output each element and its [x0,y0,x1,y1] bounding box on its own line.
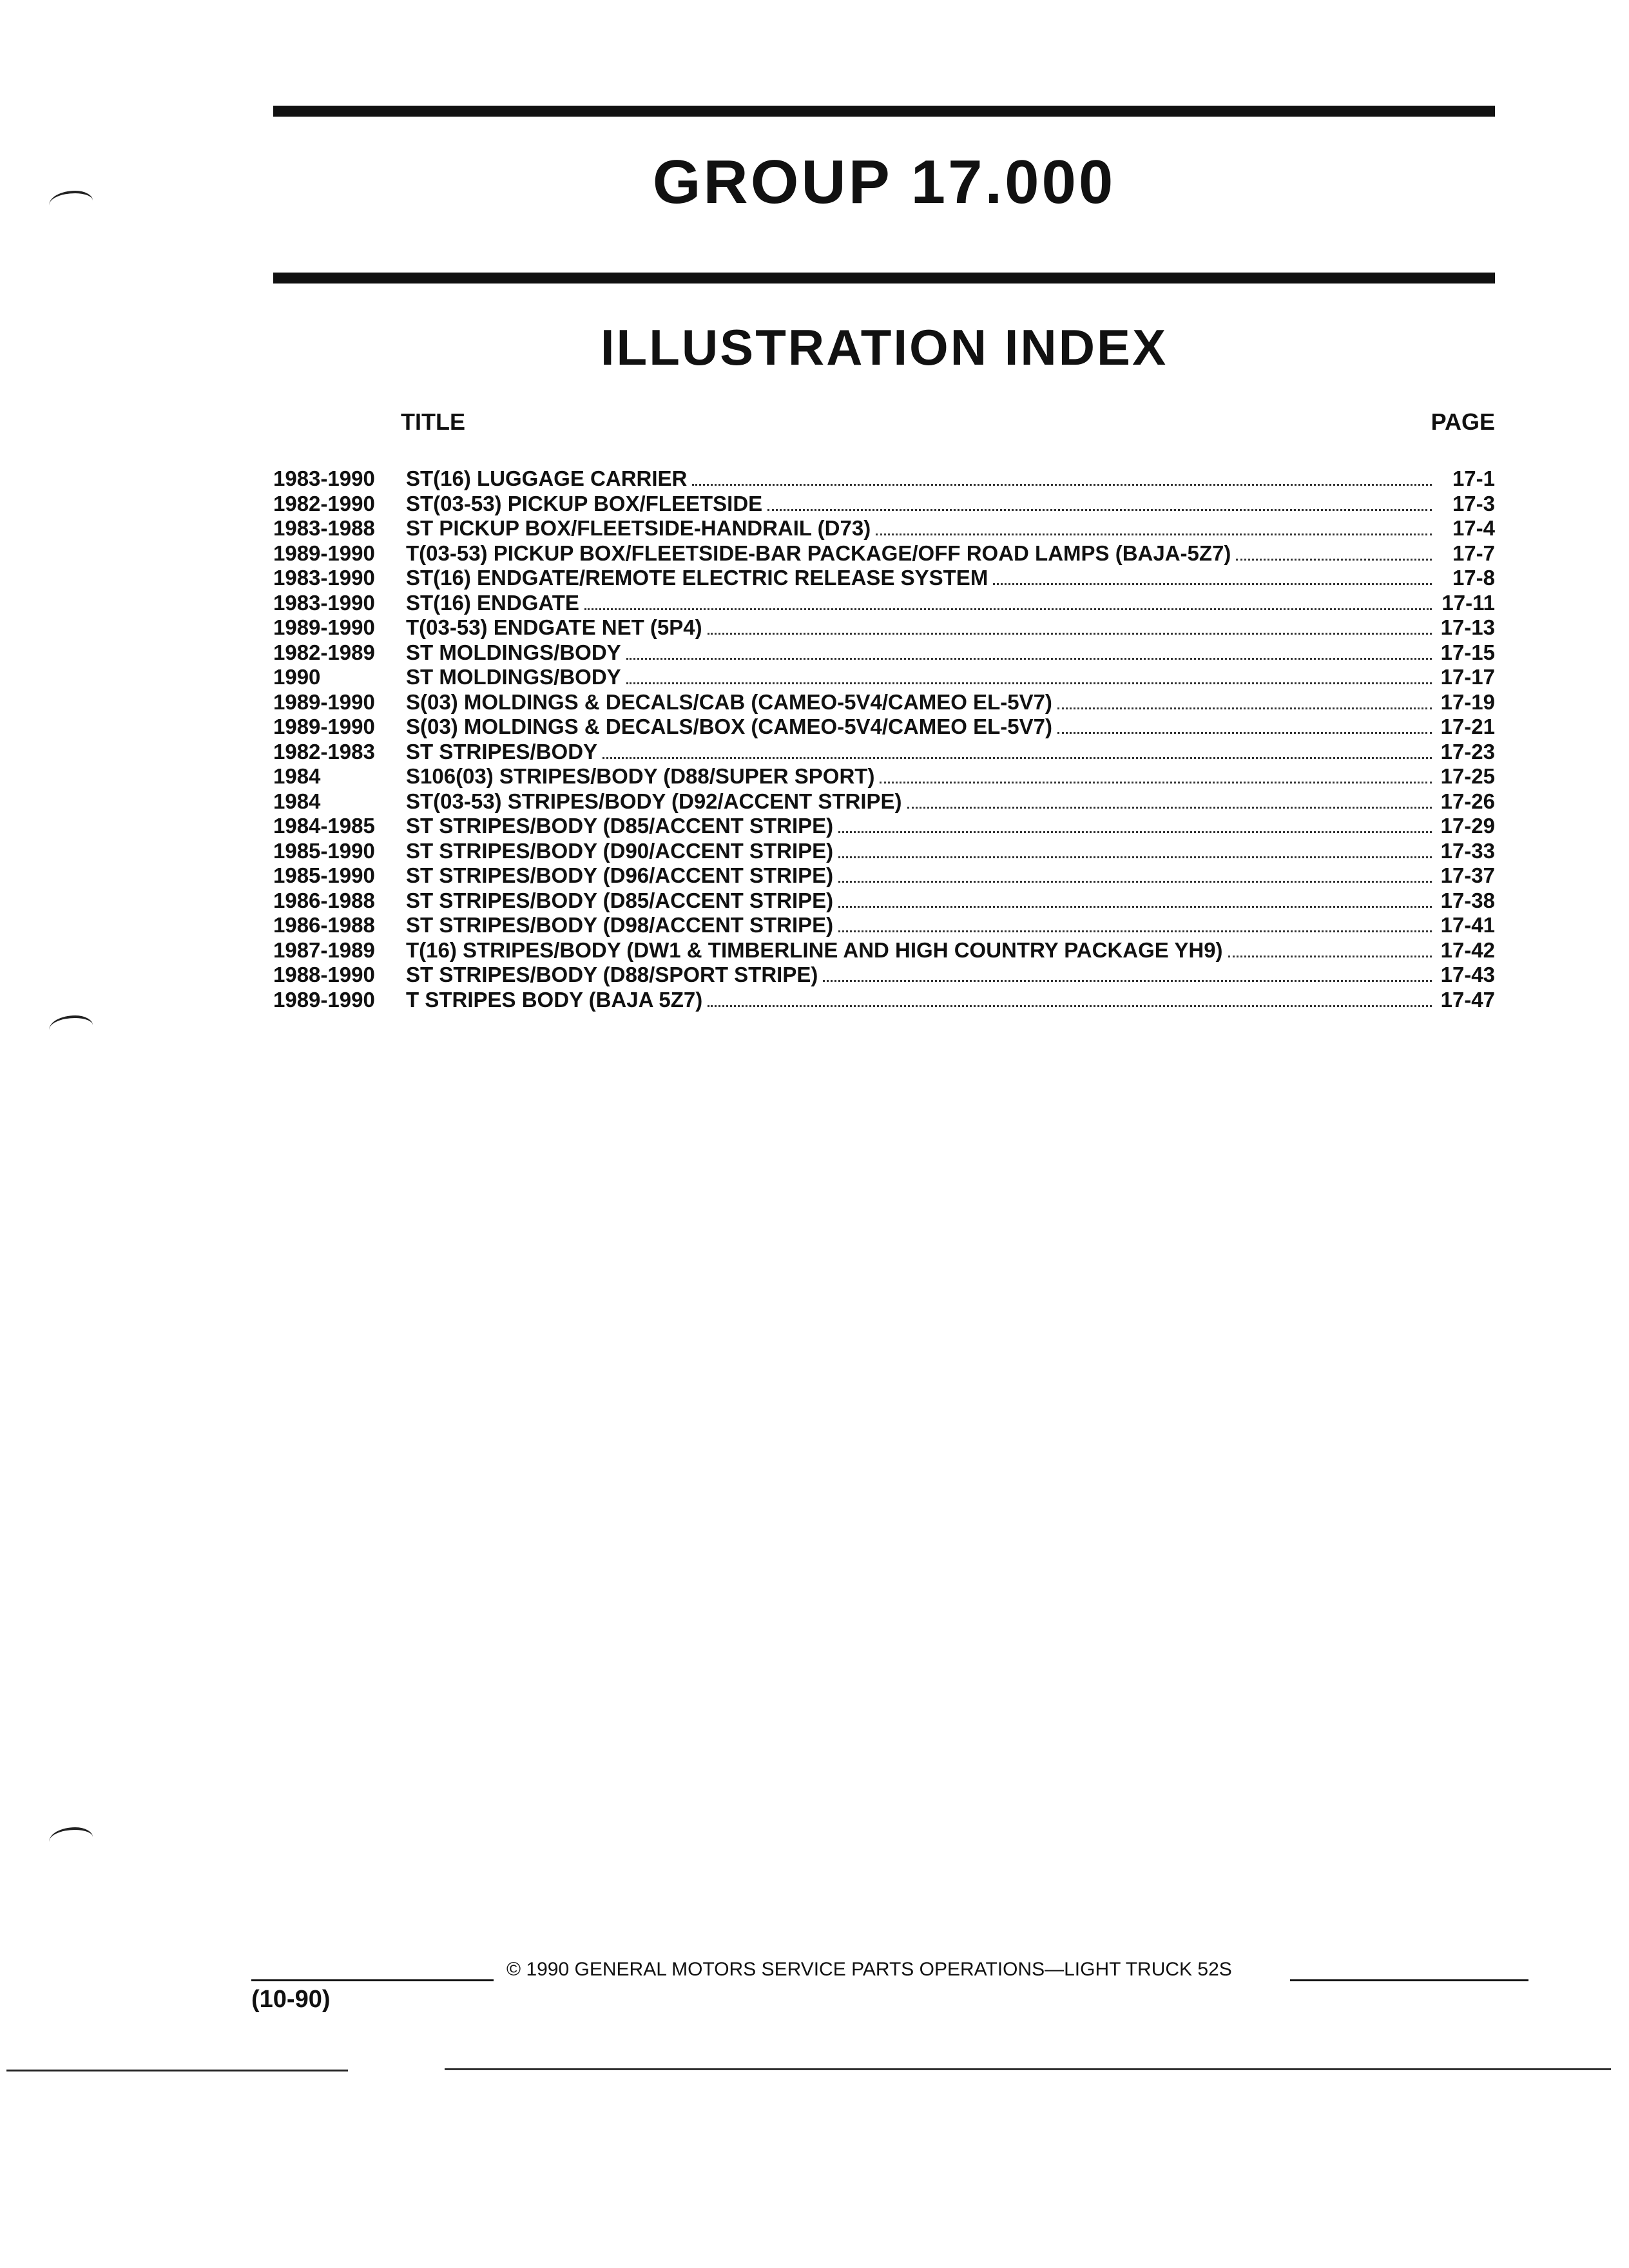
footer-rule-left [251,1979,494,1981]
entry-page: 17-15 [1440,640,1495,664]
dot-leader [1236,559,1432,561]
entry-title: ST STRIPES/BODY (D98/ACCENT STRIPE) [406,913,834,937]
dot-leader [767,509,1432,511]
entry-years: 1982-1983 [273,739,375,764]
entry-page: 17-33 [1440,838,1495,863]
dot-leader [692,484,1432,486]
dot-leader [1057,707,1432,709]
entry-title: ST STRIPES/BODY (D96/ACCENT STRIPE) [406,863,834,887]
entry-years: 1988-1990 [273,963,375,986]
page-code: (10-90) [251,1986,331,2013]
entry-title: ST(16) ENDGATE/REMOTE ELECTRIC RELEASE SYSTEM [406,566,988,590]
dot-leader [907,807,1432,809]
entry-years: 1986-1988 [273,888,375,912]
dot-leader [823,980,1432,982]
entry-page: 17-47 [1440,987,1495,1012]
dot-leader [708,1005,1432,1007]
entry-page: 17-3 [1452,491,1495,515]
entry-title: S106(03) STRIPES/BODY (D88/SUPER SPORT) [406,764,875,788]
index-entry [273,740,1495,765]
entry-page: 17-11 [1441,590,1495,615]
entry-years: 1983-1988 [273,516,375,540]
dot-leader [838,856,1432,858]
index-entry [273,715,1495,740]
entry-page: 17-37 [1440,863,1495,887]
dot-leader [708,633,1432,635]
top-rule [273,106,1495,117]
index-entry [273,988,1495,1013]
entry-title: ST(03-53) STRIPES/BODY (D92/ACCENT STRIPE) [406,789,902,813]
entry-years: 1984-1985 [273,814,375,838]
entry-years: 1984 [273,789,321,813]
entry-page: 17-21 [1440,715,1495,738]
entry-page: 17-41 [1440,913,1495,937]
column-header-title: TITLE [401,408,465,435]
index-entry [273,492,1495,517]
entry-title: ST STRIPES/BODY (D88/SPORT STRIPE) [406,963,818,986]
entry-title: ST STRIPES/BODY (D85/ACCENT STRIPE) [406,814,834,838]
index-entry [273,466,1495,492]
entry-years: 1989-1990 [273,987,375,1012]
dot-leader [626,682,1432,684]
footer-rule-right [1290,1979,1528,1981]
entry-page: 17-17 [1440,665,1495,689]
index-entry [273,889,1495,914]
index-entry [273,615,1495,640]
group-title: GROUP 17.000 [652,148,1116,216]
index-entry [273,913,1495,938]
entry-title: ST(16) ENDGATE [406,590,579,615]
entry-page: 17-13 [1440,615,1495,639]
index-entry [273,516,1495,541]
entry-years: 1982-1989 [273,640,375,664]
dot-leader [1057,732,1432,734]
index-title: ILLUSTRATION INDEX [600,319,1168,376]
entry-years: 1983-1990 [273,466,375,490]
punch-hole-mark [49,1827,93,1852]
entry-years: 1989-1990 [273,715,375,738]
entry-page: 17-43 [1440,963,1495,986]
entry-page: 17-19 [1440,689,1495,714]
entry-years: 1983-1990 [273,566,375,590]
dot-leader [876,533,1432,535]
entry-title: T STRIPES BODY (BAJA 5Z7) [406,987,703,1012]
entry-title: S(03) MOLDINGS & DECALS/CAB (CAMEO-5V4/CAMEO EL-5V7) [406,689,1052,714]
dot-leader [838,906,1432,908]
dot-leader [993,583,1432,585]
index-list [273,466,1495,1012]
entry-years: 1989-1990 [273,615,375,639]
entry-title: T(03-53) ENDGATE NET (5P4) [406,615,702,639]
bottom-edge-line-left [6,2070,348,2071]
entry-years: 1989-1990 [273,541,375,565]
punch-hole-mark [49,191,93,215]
dot-leader [880,782,1432,783]
entry-title: ST(03-53) PICKUP BOX/FLEETSIDE [406,491,763,515]
dot-leader [838,930,1432,932]
index-entry [273,863,1495,889]
index-entry [273,541,1495,566]
entry-page: 17-4 [1452,516,1495,540]
index-entry [273,665,1495,690]
entry-title: ST STRIPES/BODY [406,739,598,764]
entry-years: 1989-1990 [273,689,375,714]
entry-years: 1985-1990 [273,863,375,887]
entry-page: 17-8 [1452,566,1495,590]
entry-page: 17-1 [1452,466,1495,490]
entry-page: 17-7 [1452,541,1495,565]
dot-leader [626,658,1432,660]
footer-copyright: © 1990 GENERAL MOTORS SERVICE PARTS OPERATIONS—LIGHT TRUCK 52S [506,1959,1232,1980]
index-entry [273,591,1495,616]
dot-leader [1228,956,1432,957]
entry-page: 17-25 [1440,764,1495,788]
entry-page: 17-29 [1440,814,1495,838]
entry-title: ST STRIPES/BODY (D85/ACCENT STRIPE) [406,888,834,912]
entry-years: 1983-1990 [273,590,375,615]
index-entry [273,566,1495,591]
bottom-edge-line-right [445,2068,1611,2070]
entry-years: 1985-1990 [273,838,375,863]
index-entry [273,963,1495,988]
dot-leader [838,881,1432,883]
dot-leader [602,757,1432,759]
dot-leader [838,831,1432,833]
entry-years: 1984 [273,764,321,788]
entry-title: ST MOLDINGS/BODY [406,640,621,664]
index-entry [273,789,1495,814]
entry-title: ST MOLDINGS/BODY [406,665,621,689]
entry-page: 17-23 [1440,739,1495,764]
index-entry [273,764,1495,789]
punch-hole-mark [49,1015,93,1040]
entry-page: 17-26 [1440,789,1495,813]
dot-leader [584,608,1432,610]
index-entry [273,839,1495,864]
entry-title: ST(16) LUGGAGE CARRIER [406,466,688,490]
entry-title: T(03-53) PICKUP BOX/FLEETSIDE-BAR PACKAGE/OFF ROAD LAMPS (BAJA-5Z7) [406,541,1231,565]
entry-years: 1987-1989 [273,937,375,962]
entry-years: 1990 [273,665,321,689]
entry-title: S(03) MOLDINGS & DECALS/BOX (CAMEO-5V4/CAMEO EL-5V7) [406,715,1052,738]
column-header-page: PAGE [1431,408,1495,435]
entry-title: T(16) STRIPES/BODY (DW1 & TIMBERLINE AND HIGH COUNTRY PACKAGE YH9) [406,937,1223,962]
index-entry [273,938,1495,963]
index-entry [273,640,1495,666]
entry-page: 17-38 [1440,888,1495,912]
entry-page: 17-42 [1440,937,1495,962]
entry-years: 1986-1988 [273,913,375,937]
divider-rule [273,273,1495,284]
entry-title: ST PICKUP BOX/FLEETSIDE-HANDRAIL (D73) [406,516,871,540]
index-entry [273,814,1495,839]
index-entry [273,690,1495,715]
entry-title: ST STRIPES/BODY (D90/ACCENT STRIPE) [406,838,834,863]
entry-years: 1982-1990 [273,491,375,515]
